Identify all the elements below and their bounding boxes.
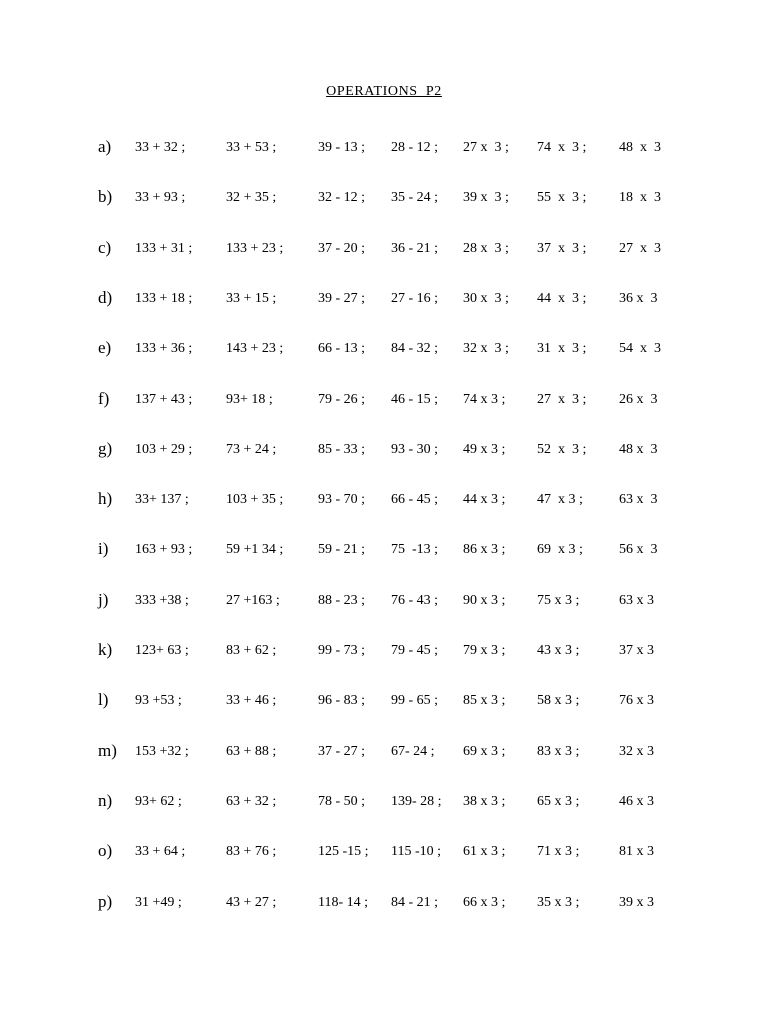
row-label: m) (98, 741, 117, 760)
operation-cell: 43 x 3 ; (537, 643, 580, 658)
operation-cell: 63 x 3 (619, 492, 658, 507)
operation-cell: 83 x 3 ; (537, 744, 580, 759)
operation-cell: 26 x 3 (619, 392, 658, 407)
exercise-row (0, 187, 768, 220)
operation-cell: 39 - 27 ; (318, 291, 366, 306)
operation-cell: 33 + 32 ; (135, 140, 186, 155)
operation-cell: 85 - 33 ; (318, 442, 366, 457)
operation-cell: 27 - 16 ; (391, 291, 439, 306)
operation-cell: 333 +38 ; (135, 593, 189, 608)
operation-cell: 83 + 76 ; (226, 844, 277, 859)
operation-cell: 103 + 29 ; (135, 442, 193, 457)
row-label: n) (98, 791, 113, 810)
operation-cell: 88 - 23 ; (318, 593, 366, 608)
operation-cell: 118- 14 ; (318, 895, 369, 910)
operation-cell: 84 - 32 ; (391, 341, 439, 356)
operation-cell: 63 x 3 (619, 593, 654, 608)
operation-cell: 36 x 3 (619, 291, 658, 306)
operation-cell: 46 - 15 ; (391, 392, 439, 407)
operation-cell: 27 x 3 ; (463, 140, 509, 155)
exercise-row (0, 539, 768, 572)
operation-cell: 32 + 35 ; (226, 190, 277, 205)
operation-cell: 133 + 18 ; (135, 291, 193, 306)
exercise-row (0, 439, 768, 472)
operation-cell: 163 + 93 ; (135, 542, 193, 557)
operation-cell: 27 x 3 (619, 241, 661, 256)
row-label: d) (98, 288, 113, 307)
exercise-row (0, 489, 768, 522)
exercise-row (0, 137, 768, 170)
row-label: a) (98, 137, 112, 156)
row-label: k) (98, 640, 113, 659)
operation-cell: 133 + 31 ; (135, 241, 193, 256)
operation-cell: 66 - 45 ; (391, 492, 439, 507)
operation-cell: 139- 28 ; (391, 794, 442, 809)
operation-cell: 38 x 3 ; (463, 794, 506, 809)
row-label: o) (98, 841, 113, 860)
operation-cell: 33 + 53 ; (226, 140, 277, 155)
operation-cell: 153 +32 ; (135, 744, 189, 759)
operation-cell: 33 + 64 ; (135, 844, 186, 859)
operation-cell: 93+ 18 ; (226, 392, 273, 407)
operation-cell: 75 -13 ; (391, 542, 439, 557)
operation-cell: 78 - 50 ; (318, 794, 366, 809)
row-label: i) (98, 539, 109, 558)
operation-cell: 137 + 43 ; (135, 392, 193, 407)
operation-cell: 28 - 12 ; (391, 140, 439, 155)
operation-cell: 96 - 83 ; (318, 693, 366, 708)
row-label: f) (98, 389, 110, 408)
exercise-row (0, 590, 768, 623)
operation-cell: 44 x 3 ; (463, 492, 506, 507)
exercise-row (0, 238, 768, 271)
operation-cell: 55 x 3 ; (537, 190, 587, 205)
operation-cell: 31 x 3 ; (537, 341, 587, 356)
operation-cell: 49 x 3 ; (463, 442, 506, 457)
operation-cell: 143 + 23 ; (226, 341, 284, 356)
operation-cell: 74 x 3 ; (463, 392, 506, 407)
operation-cell: 69 x 3 ; (537, 542, 583, 557)
operation-cell: 90 x 3 ; (463, 593, 506, 608)
operation-cell: 59 - 21 ; (318, 542, 366, 557)
operation-cell: 76 x 3 (619, 693, 654, 708)
operation-cell: 48 x 3 (619, 442, 658, 457)
operation-cell: 28 x 3 ; (463, 241, 509, 256)
operation-cell: 93 - 30 ; (391, 442, 439, 457)
operation-cell: 54 x 3 (619, 341, 661, 356)
operation-cell: 79 - 26 ; (318, 392, 366, 407)
operation-cell: 99 - 73 ; (318, 643, 366, 658)
exercise-row (0, 791, 768, 824)
operation-cell: 71 x 3 ; (537, 844, 580, 859)
exercise-row (0, 892, 768, 925)
operation-cell: 103 + 35 ; (226, 492, 284, 507)
exercise-row (0, 389, 768, 422)
operation-cell: 83 + 62 ; (226, 643, 277, 658)
operation-cell: 74 x 3 ; (537, 140, 587, 155)
operation-cell: 39 - 13 ; (318, 140, 366, 155)
operation-cell: 27 x 3 ; (537, 392, 587, 407)
operation-cell: 32 x 3 (619, 744, 654, 759)
operation-cell: 31 +49 ; (135, 895, 182, 910)
operation-cell: 125 -15 ; (318, 844, 369, 859)
operation-cell: 33 + 46 ; (226, 693, 277, 708)
operation-cell: 85 x 3 ; (463, 693, 506, 708)
exercise-row (0, 741, 768, 774)
operation-cell: 69 x 3 ; (463, 744, 506, 759)
row-label: c) (98, 238, 112, 257)
operation-cell: 52 x 3 ; (537, 442, 587, 457)
row-label: h) (98, 489, 113, 508)
operation-cell: 66 x 3 ; (463, 895, 506, 910)
operation-cell: 30 x 3 ; (463, 291, 509, 306)
operation-cell: 35 x 3 ; (537, 895, 580, 910)
operation-cell: 18 x 3 (619, 190, 661, 205)
operation-cell: 59 +1 34 ; (226, 542, 284, 557)
exercise-row (0, 288, 768, 321)
row-label: l) (98, 690, 109, 709)
operation-cell: 93+ 62 ; (135, 794, 182, 809)
row-label: p) (98, 892, 113, 911)
operation-cell: 67- 24 ; (391, 744, 435, 759)
operation-cell: 63 + 32 ; (226, 794, 277, 809)
operation-cell: 123+ 63 ; (135, 643, 189, 658)
operation-cell: 33 + 15 ; (226, 291, 277, 306)
operation-cell: 37 - 27 ; (318, 744, 366, 759)
operation-cell: 32 x 3 ; (463, 341, 509, 356)
operation-cell: 65 x 3 ; (537, 794, 580, 809)
operation-cell: 63 + 88 ; (226, 744, 277, 759)
exercise-row (0, 841, 768, 874)
operation-cell: 47 x 3 ; (537, 492, 583, 507)
operation-cell: 66 - 13 ; (318, 341, 366, 356)
operation-cell: 37 x 3 (619, 643, 654, 658)
operation-cell: 46 x 3 (619, 794, 654, 809)
operation-cell: 48 x 3 (619, 140, 661, 155)
exercise-row (0, 338, 768, 371)
operation-cell: 39 x 3 (619, 895, 654, 910)
operation-cell: 133 + 36 ; (135, 341, 193, 356)
operation-cell: 81 x 3 (619, 844, 654, 859)
operation-cell: 37 x 3 ; (537, 241, 587, 256)
page-title: OPERATIONS P2 (326, 84, 442, 99)
operation-cell: 133 + 23 ; (226, 241, 284, 256)
operation-cell: 79 - 45 ; (391, 643, 439, 658)
operation-cell: 43 + 27 ; (226, 895, 277, 910)
operation-cell: 32 - 12 ; (318, 190, 366, 205)
operation-cell: 33 + 93 ; (135, 190, 186, 205)
operation-cell: 56 x 3 (619, 542, 658, 557)
operation-cell: 76 - 43 ; (391, 593, 439, 608)
row-label: b) (98, 187, 113, 206)
operation-cell: 58 x 3 ; (537, 693, 580, 708)
operation-cell: 79 x 3 ; (463, 643, 506, 658)
operation-cell: 86 x 3 ; (463, 542, 506, 557)
operation-cell: 39 x 3 ; (463, 190, 509, 205)
operation-cell: 75 x 3 ; (537, 593, 580, 608)
row-label: e) (98, 338, 112, 357)
row-label: g) (98, 439, 113, 458)
operation-cell: 84 - 21 ; (391, 895, 439, 910)
operation-cell: 93 +53 ; (135, 693, 182, 708)
operation-cell: 37 - 20 ; (318, 241, 366, 256)
operation-cell: 93 - 70 ; (318, 492, 366, 507)
row-label: j) (98, 590, 109, 609)
operation-cell: 73 + 24 ; (226, 442, 277, 457)
exercise-row (0, 640, 768, 673)
operation-cell: 61 x 3 ; (463, 844, 506, 859)
operation-cell: 35 - 24 ; (391, 190, 439, 205)
operation-cell: 36 - 21 ; (391, 241, 439, 256)
operation-cell: 44 x 3 ; (537, 291, 587, 306)
operation-cell: 115 -10 ; (391, 844, 442, 859)
operation-cell: 99 - 65 ; (391, 693, 439, 708)
operation-cell: 33+ 137 ; (135, 492, 189, 507)
exercise-row (0, 690, 768, 723)
operation-cell: 27 +163 ; (226, 593, 280, 608)
